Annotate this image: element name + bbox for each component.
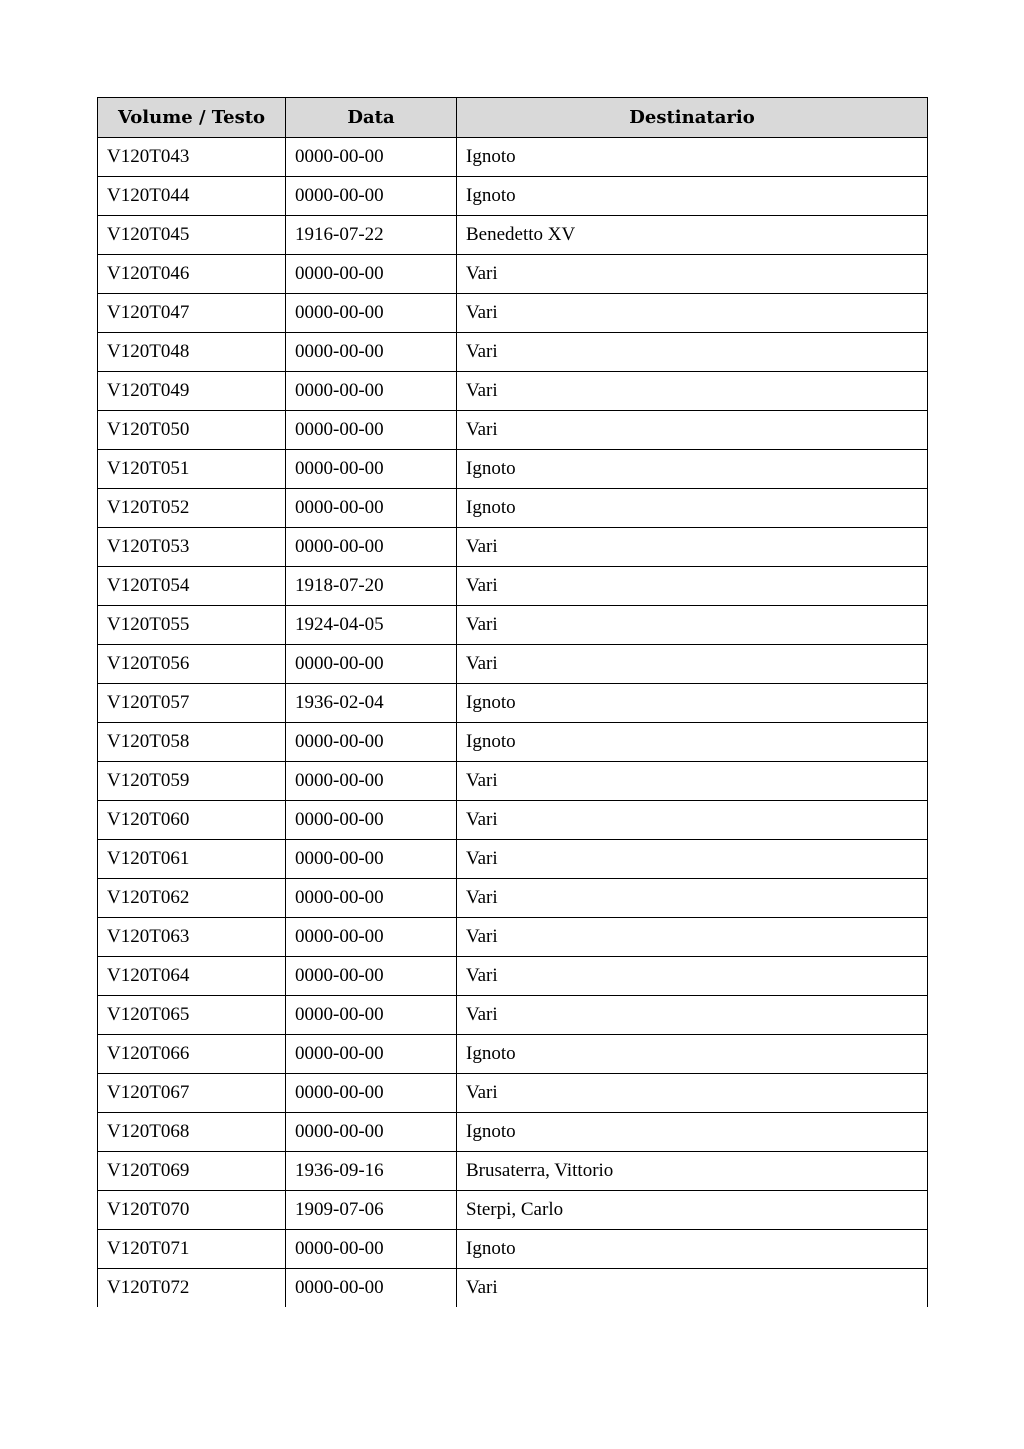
cell-data: 1924-04-05 xyxy=(286,606,457,645)
cell-data: 0000-00-00 xyxy=(286,489,457,528)
table-row xyxy=(98,996,928,1035)
cell-data: 1936-02-04 xyxy=(286,684,457,723)
cell-destinatario: Ignoto xyxy=(457,1230,928,1269)
table-row xyxy=(98,1113,928,1152)
cell-data: 0000-00-00 xyxy=(286,372,457,411)
cell-volume-testo: V120T048 xyxy=(98,333,286,372)
cell-volume-testo: V120T060 xyxy=(98,801,286,840)
header-destinatario: Destinatario xyxy=(457,98,928,138)
table-row xyxy=(98,801,928,840)
cell-destinatario: Ignoto xyxy=(457,177,928,216)
cell-destinatario: Vari xyxy=(457,996,928,1035)
cell-volume-testo: V120T056 xyxy=(98,645,286,684)
cell-destinatario: Vari xyxy=(457,372,928,411)
table-row xyxy=(98,762,928,801)
cell-volume-testo: V120T061 xyxy=(98,840,286,879)
cell-destinatario: Vari xyxy=(457,411,928,450)
cell-data: 0000-00-00 xyxy=(286,1269,457,1308)
table-row xyxy=(98,489,928,528)
cell-volume-testo: V120T066 xyxy=(98,1035,286,1074)
cell-data: 0000-00-00 xyxy=(286,255,457,294)
table-row xyxy=(98,255,928,294)
cell-data: 0000-00-00 xyxy=(286,1230,457,1269)
cell-volume-testo: V120T069 xyxy=(98,1152,286,1191)
table-row xyxy=(98,567,928,606)
cell-data: 0000-00-00 xyxy=(286,138,457,177)
cell-data: 0000-00-00 xyxy=(286,723,457,762)
cell-volume-testo: V120T052 xyxy=(98,489,286,528)
cell-destinatario: Vari xyxy=(457,255,928,294)
cell-destinatario: Vari xyxy=(457,801,928,840)
cell-destinatario: Ignoto xyxy=(457,450,928,489)
table-row xyxy=(98,216,928,255)
cell-destinatario: Vari xyxy=(457,333,928,372)
table-row xyxy=(98,1152,928,1191)
cell-data: 0000-00-00 xyxy=(286,918,457,957)
cell-volume-testo: V120T070 xyxy=(98,1191,286,1230)
header-volume-testo: Volume / Testo xyxy=(98,98,286,138)
cell-volume-testo: V120T064 xyxy=(98,957,286,996)
cell-data: 0000-00-00 xyxy=(286,996,457,1035)
table-row xyxy=(98,450,928,489)
cell-data: 0000-00-00 xyxy=(286,645,457,684)
cell-volume-testo: V120T058 xyxy=(98,723,286,762)
table-row xyxy=(98,957,928,996)
cell-volume-testo: V120T068 xyxy=(98,1113,286,1152)
cell-data: 0000-00-00 xyxy=(286,1035,457,1074)
cell-volume-testo: V120T067 xyxy=(98,1074,286,1113)
cell-destinatario: Ignoto xyxy=(457,1035,928,1074)
table-row xyxy=(98,1230,928,1269)
cell-data: 0000-00-00 xyxy=(286,294,457,333)
cell-data: 0000-00-00 xyxy=(286,528,457,567)
cell-destinatario: Vari xyxy=(457,1074,928,1113)
header-row xyxy=(98,98,928,138)
cell-destinatario: Vari xyxy=(457,1269,928,1308)
table-row xyxy=(98,333,928,372)
table-row xyxy=(98,918,928,957)
cell-destinatario: Vari xyxy=(457,879,928,918)
cell-destinatario: Ignoto xyxy=(457,723,928,762)
cell-destinatario: Vari xyxy=(457,840,928,879)
cell-data: 0000-00-00 xyxy=(286,801,457,840)
cell-volume-testo: V120T044 xyxy=(98,177,286,216)
cell-destinatario: Benedetto XV xyxy=(457,216,928,255)
cell-destinatario: Vari xyxy=(457,762,928,801)
table-row xyxy=(98,879,928,918)
cell-data: 0000-00-00 xyxy=(286,957,457,996)
table-row xyxy=(98,372,928,411)
table-row xyxy=(98,1191,928,1230)
cell-data: 0000-00-00 xyxy=(286,879,457,918)
cell-data: 0000-00-00 xyxy=(286,333,457,372)
cell-volume-testo: V120T072 xyxy=(98,1269,286,1308)
cell-destinatario: Brusaterra, Vittorio xyxy=(457,1152,928,1191)
cell-volume-testo: V120T062 xyxy=(98,879,286,918)
cell-volume-testo: V120T051 xyxy=(98,450,286,489)
cell-volume-testo: V120T049 xyxy=(98,372,286,411)
cell-destinatario: Ignoto xyxy=(457,489,928,528)
letters-table xyxy=(97,97,928,1307)
cell-destinatario: Vari xyxy=(457,567,928,606)
cell-destinatario: Sterpi, Carlo xyxy=(457,1191,928,1230)
header-data: Data xyxy=(286,98,457,138)
cell-destinatario: Vari xyxy=(457,645,928,684)
table-row xyxy=(98,840,928,879)
table-row xyxy=(98,138,928,177)
cell-data: 0000-00-00 xyxy=(286,1113,457,1152)
table-row xyxy=(98,528,928,567)
cell-destinatario: Vari xyxy=(457,606,928,645)
cell-data: 0000-00-00 xyxy=(286,411,457,450)
letters-table-container xyxy=(97,97,927,1307)
cell-volume-testo: V120T047 xyxy=(98,294,286,333)
cell-volume-testo: V120T057 xyxy=(98,684,286,723)
cell-volume-testo: V120T059 xyxy=(98,762,286,801)
cell-volume-testo: V120T063 xyxy=(98,918,286,957)
table-row xyxy=(98,645,928,684)
table-row xyxy=(98,294,928,333)
cell-destinatario: Ignoto xyxy=(457,684,928,723)
cell-volume-testo: V120T045 xyxy=(98,216,286,255)
cell-destinatario: Ignoto xyxy=(457,1113,928,1152)
cell-data: 0000-00-00 xyxy=(286,762,457,801)
cell-data: 0000-00-00 xyxy=(286,177,457,216)
table-row xyxy=(98,1035,928,1074)
cell-destinatario: Vari xyxy=(457,918,928,957)
cell-volume-testo: V120T071 xyxy=(98,1230,286,1269)
cell-destinatario: Ignoto xyxy=(457,138,928,177)
table-row xyxy=(98,411,928,450)
table-header xyxy=(98,98,928,138)
cell-volume-testo: V120T050 xyxy=(98,411,286,450)
cell-volume-testo: V120T054 xyxy=(98,567,286,606)
cell-volume-testo: V120T043 xyxy=(98,138,286,177)
table-row xyxy=(98,606,928,645)
cell-volume-testo: V120T046 xyxy=(98,255,286,294)
cell-volume-testo: V120T053 xyxy=(98,528,286,567)
cell-destinatario: Vari xyxy=(457,957,928,996)
cell-volume-testo: V120T055 xyxy=(98,606,286,645)
cell-volume-testo: V120T065 xyxy=(98,996,286,1035)
cell-destinatario: Vari xyxy=(457,294,928,333)
table-row xyxy=(98,177,928,216)
table-body xyxy=(98,138,928,1308)
cell-data: 1909-07-06 xyxy=(286,1191,457,1230)
cell-data: 0000-00-00 xyxy=(286,840,457,879)
cell-data: 0000-00-00 xyxy=(286,450,457,489)
cell-data: 1936-09-16 xyxy=(286,1152,457,1191)
cell-data: 0000-00-00 xyxy=(286,1074,457,1113)
cell-data: 1916-07-22 xyxy=(286,216,457,255)
cell-data: 1918-07-20 xyxy=(286,567,457,606)
table-row xyxy=(98,723,928,762)
table-row xyxy=(98,1074,928,1113)
cell-destinatario: Vari xyxy=(457,528,928,567)
table-row xyxy=(98,684,928,723)
table-row xyxy=(98,1269,928,1308)
